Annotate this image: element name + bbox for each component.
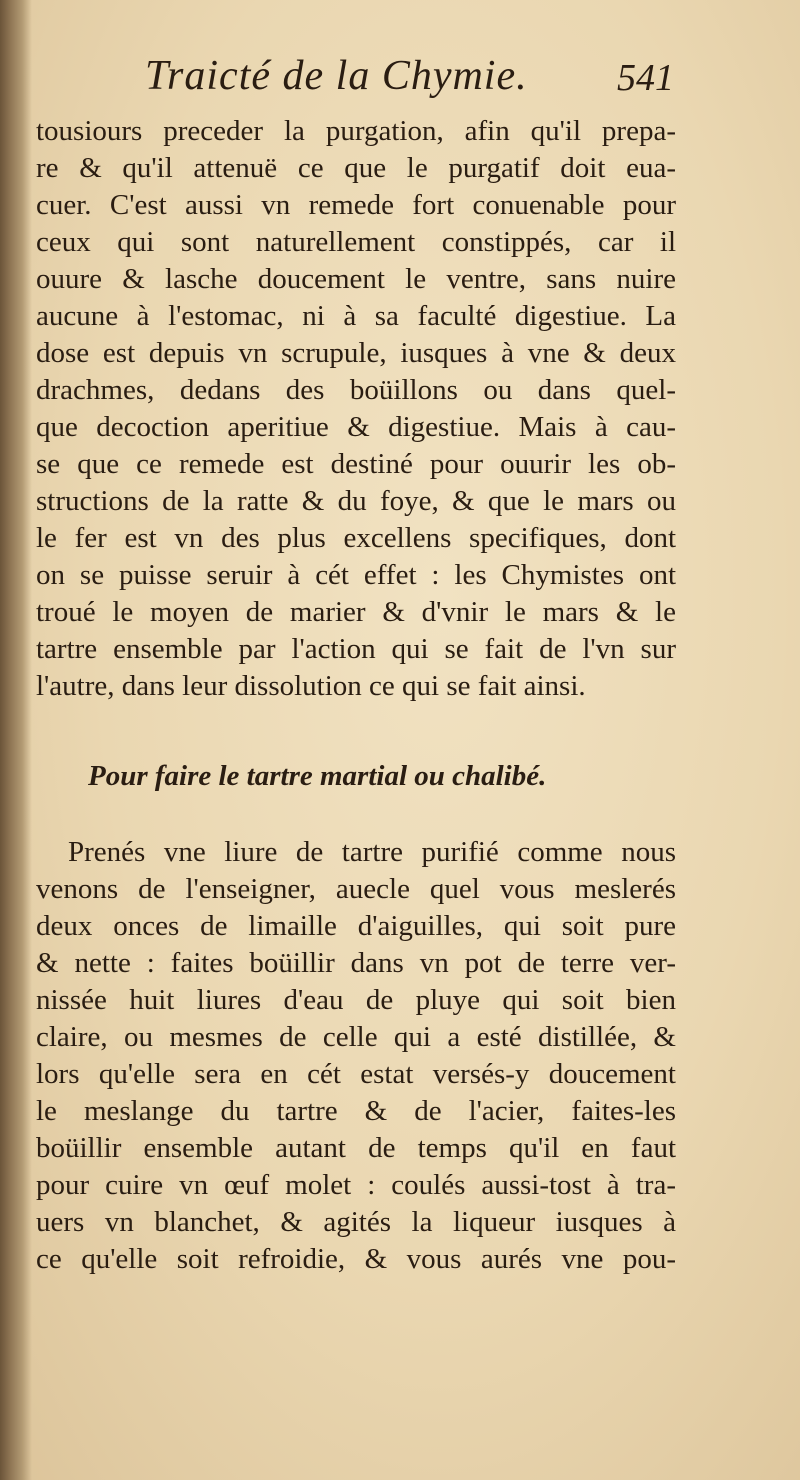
text-line: l'autre, dans leur dissolution ce qui se fait ainsi. [36, 670, 586, 702]
running-title: Traicté de la Chymie. [145, 53, 528, 99]
text-line: deux onces de limaille d'aiguilles, qui soit pure [36, 910, 676, 942]
text-line: troué le moyen de marier & d'vnir le mars & le [36, 596, 676, 628]
section-heading: Pour faire le tartre martial ou chalibé. [88, 760, 547, 792]
page-number: 541 [617, 57, 674, 99]
text-line: structions de la ratte & du foye, & que le mars ou [36, 485, 676, 517]
text-line: tartre ensemble par l'action qui se fait de l'vn sur [36, 633, 676, 665]
text-line: cuer. C'est aussi vn remede fort conuenable pour [36, 189, 676, 221]
text-line: uers vn blanchet, & agités la liqueur iusques à [36, 1206, 676, 1238]
text-line: pour cuire vn œuf molet : coulés aussi-tost à tra- [36, 1169, 676, 1201]
text-line: dose est depuis vn scrupule, iusques à vne & deux [36, 337, 676, 369]
text-line: lors qu'elle sera en cét estat versés-y doucement [36, 1058, 676, 1090]
text-line: nissée huit liures d'eau de pluye qui soit bien [36, 984, 676, 1016]
text-line: Prenés vne liure de tartre purifié comme nous [68, 836, 676, 868]
text-line: on se puisse seruir à cét effet : les Chymistes ont [36, 559, 676, 591]
text-line: ouure & lasche doucement le ventre, sans nuire [36, 263, 676, 295]
text-line: & nette : faites boüillir dans vn pot de terre ver- [36, 947, 676, 979]
text-line: re & qu'il attenuë ce que le purgatif doit eua- [36, 152, 676, 184]
text-line: ce qu'elle soit refroidie, & vous aurés vne pou- [36, 1243, 676, 1275]
text-line: boüillir ensemble autant de temps qu'il en faut [36, 1132, 676, 1164]
text-line: ceux qui sont naturellement constippés, car il [36, 226, 676, 258]
text-line: claire, ou mesmes de celle qui a esté distillée, & [36, 1021, 676, 1053]
page-binding-edge [0, 0, 32, 1480]
text-line: tousiours preceder la purgation, afin qu'il prepa- [36, 115, 676, 147]
text-line: le fer est vn des plus excellens specifiques, dont [36, 522, 676, 554]
text-line: aucune à l'estomac, ni à sa faculté digestiue. La [36, 300, 676, 332]
text-line: venons de l'enseigner, auecle quel vous meslerés [36, 873, 676, 905]
text-line: drachmes, dedans des boüillons ou dans quel- [36, 374, 676, 406]
text-line: que decoction aperitiue & digestiue. Mais à cau- [36, 411, 676, 443]
text-line: le meslange du tartre & de l'acier, faites-les [36, 1095, 676, 1127]
text-line: se que ce remede est destiné pour ouurir les ob- [36, 448, 676, 480]
page-header [0, 52, 800, 112]
